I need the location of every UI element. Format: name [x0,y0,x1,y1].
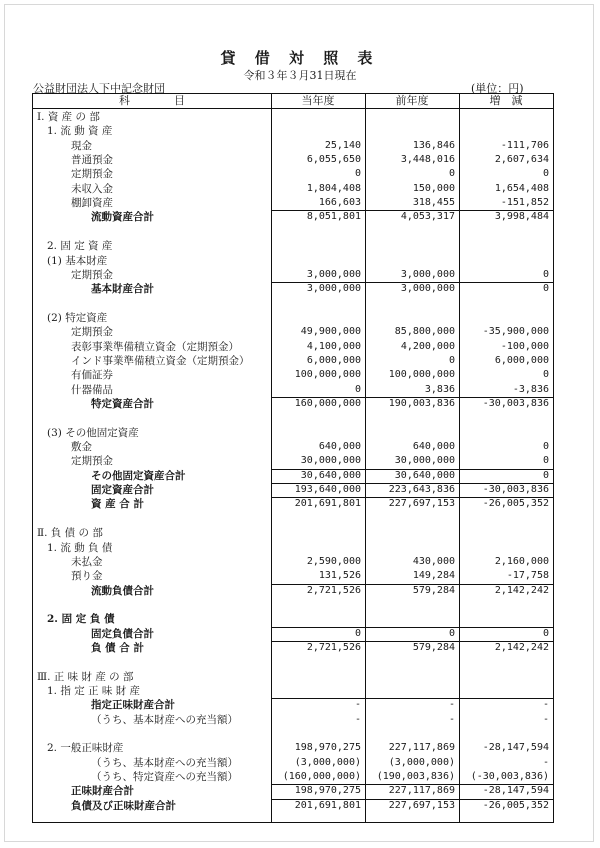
table-row [33,627,553,641]
table-row [33,225,553,239]
row-change-value: 0 [542,268,549,280]
row-label: 流動資産合計 [91,211,154,224]
row-previous-value: 430,000 [412,555,455,567]
table-row [33,526,553,540]
row-label: 定期預金 [71,268,113,281]
table-row [33,784,553,798]
row-label: 流動負債合計 [91,584,154,597]
unit-label: (単位：円) [471,82,524,95]
subtotal-rule [271,784,553,785]
row-current-value: - [354,713,361,725]
table-row [33,655,553,669]
row-current-value: 2,721,526 [306,641,361,653]
row-current-value: (3,000,000) [294,756,361,768]
row-previous-value: 318,455 [412,197,455,209]
row-previous-value: 149,284 [412,570,455,582]
row-change-value: -30,003,836 [482,398,549,409]
row-change-value: -151,852 [500,197,549,209]
row-current-value: 6,055,650 [306,154,361,166]
row-change-value: 0 [542,627,549,639]
table-row [33,555,553,569]
row-change-value: -17,758 [506,570,549,582]
row-previous-value: (190,003,836) [376,771,455,783]
row-current-value: (160,000,000) [282,771,361,783]
balance-sheet-table [32,93,554,823]
row-previous-value: 136,846 [412,139,455,151]
row-change-value: (-30,003,836) [470,771,549,783]
row-label: 現金 [71,139,92,152]
row-change-value: 0 [542,168,549,180]
header-current: 当年度 [301,94,335,107]
row-change-value: -26,005,352 [482,799,549,811]
row-label: 負債及び正味財産合計 [71,799,176,812]
row-change-value: -3,836 [512,383,549,395]
row-label: Ⅱ. 負 債 の 部 [37,527,103,540]
row-change-value: 2,607,634 [494,154,549,166]
row-change-value: 6,000,000 [494,354,549,366]
row-change-value: 2,142,242 [494,584,549,596]
row-previous-value: 579,284 [412,584,455,596]
row-change-value: - [542,699,549,711]
subtotal-rule [271,483,553,484]
row-label: 1. 指 定 正 味 財 産 [47,685,141,697]
row-change-value: 0 [542,469,549,481]
table-row [33,340,553,354]
row-change-value: 0 [542,369,549,381]
row-previous-value: 640,000 [412,441,455,453]
table-row [33,612,553,626]
row-label: (2) 特定資産 [47,311,108,324]
table-row [33,368,553,382]
table-row [33,713,553,727]
row-current-value: 201,691,801 [294,799,361,811]
table-row [33,196,553,210]
row-current-value: 3,000,000 [306,283,361,295]
row-label: Ⅲ. 正 味 財 産 の 部 [37,670,134,683]
row-label: 定期預金 [71,168,113,181]
row-change-value: -28,147,594 [482,742,549,754]
row-label: 敷金 [71,441,92,454]
table-row [33,641,553,655]
subtotal-rule [271,282,553,283]
row-current-value: 8,051,801 [306,211,361,223]
row-label: （うち、特定資産への充当額） [91,771,238,784]
row-previous-value: 85,800,000 [394,326,455,338]
table-row [33,454,553,468]
row-previous-value: 0 [448,354,455,366]
table-row [33,239,553,253]
row-previous-value: 3,000,000 [400,283,455,295]
table-row [33,124,553,138]
row-previous-value: 3,836 [424,383,455,395]
row-label: 什器備品 [71,383,113,396]
row-previous-value: 30,000,000 [394,455,455,467]
row-label: 2. 固 定 資 産 [47,240,113,253]
page-title: 貸 借 対 照 表 [220,49,380,67]
header-previous: 前年度 [395,94,429,107]
row-current-value: 2,590,000 [306,555,361,567]
row-current-value: 0 [354,383,361,395]
row-previous-value: 4,200,000 [400,340,455,352]
table-row [33,598,553,612]
subtotal-rule [271,799,553,800]
table-row [33,297,553,311]
table-row [33,497,553,511]
row-change-value: -30,003,836 [482,484,549,496]
table-header [33,94,553,109]
table-row [33,469,553,483]
table-row [33,110,553,124]
row-previous-value: 4,053,317 [400,211,455,223]
row-change-value: 2,160,000 [494,555,549,567]
table-row [33,569,553,583]
subtotal-rule [271,698,553,699]
row-label: 特定資産合計 [91,398,154,410]
subtotal-rule [271,641,553,642]
table-row [33,670,553,684]
row-change-value: - [542,756,549,768]
row-change-value: 0 [542,441,549,453]
row-current-value: 2,721,526 [306,584,361,596]
row-current-value: 640,000 [318,441,361,453]
row-previous-value: 30,640,000 [394,469,455,481]
subtotal-rule [271,627,553,628]
row-change-value: -28,147,594 [482,785,549,797]
row-change-value: 3,998,484 [494,211,549,223]
organization-name: 公益財団法人下中記念財団 [33,82,165,95]
subtotal-rule [271,397,553,398]
table-row [33,741,553,755]
row-current-value: 30,000,000 [300,455,361,467]
row-current-value: 4,100,000 [306,340,361,352]
row-label: 2. 固 定 負 債 [47,613,115,626]
row-previous-value: 0 [448,627,455,639]
row-change-value: 0 [542,455,549,467]
row-previous-value: 3,448,016 [400,154,455,166]
table-row [33,182,553,196]
row-label: 有価証券 [71,369,113,382]
table-row [33,167,553,181]
table-row [33,426,553,440]
row-change-value: -111,706 [500,139,549,151]
table-row [33,354,553,368]
row-previous-value: 100,000,000 [388,369,455,381]
table-row [33,440,553,454]
table-row [33,584,553,598]
row-previous-value: 223,643,836 [388,484,455,496]
row-current-value: 0 [354,168,361,180]
row-label: 表彰事業準備積立資金（定期預金） [71,340,239,353]
row-previous-value: 0 [448,168,455,180]
report-date: 令和３年３月31日現在 [243,69,357,82]
row-current-value: 49,900,000 [300,326,361,338]
table-row [33,282,553,296]
row-label: （うち、基本財産への充当額） [91,713,238,726]
row-label: インド事業準備積立資金（定期預金） [71,354,250,367]
table-row [33,311,553,325]
row-label: 1. 流 動 負 債 [47,541,113,554]
subtotal-rule [271,469,553,470]
row-change-value: 1,654,408 [494,182,549,194]
row-previous-value: 190,003,836 [388,398,455,409]
table-row [33,383,553,397]
row-label: (3) その他固定資産 [47,426,139,439]
row-current-value: 1,804,408 [306,182,361,194]
row-current-value: 25,140 [324,139,361,151]
table-row [33,210,553,224]
row-current-value: 160,000,000 [294,398,361,409]
table-row [33,727,553,741]
table-row [33,153,553,167]
row-previous-value: 227,697,153 [388,799,455,811]
header-change: 増 減 [489,94,523,107]
row-current-value: 198,970,275 [294,785,361,797]
row-label: その他固定資産合計 [91,469,186,482]
row-current-value: 201,691,801 [294,498,361,510]
row-label: 預り金 [71,570,103,583]
row-label: 定期預金 [71,326,113,339]
row-label: 資 産 合 計 [91,498,144,511]
row-label: 未払金 [71,555,103,568]
row-label: 2. 一般正味財産 [47,742,124,755]
table-row [33,139,553,153]
table-row [33,483,553,497]
row-label: 1. 流 動 資 産 [47,125,113,138]
row-previous-value: 227,117,869 [388,742,455,754]
table-row [33,397,553,411]
row-previous-value: - [448,699,455,711]
table-row [33,325,553,339]
table-row [33,770,553,784]
table-row [33,799,553,813]
row-change-value: 0 [542,283,549,295]
table-row [33,254,553,268]
row-change-value: -35,900,000 [482,326,549,338]
row-current-value: 100,000,000 [294,369,361,381]
row-current-value: - [354,699,361,711]
row-current-value: 198,970,275 [294,742,361,754]
row-label: 棚卸資産 [71,197,113,210]
row-previous-value: 227,117,869 [388,785,455,797]
table-row [33,541,553,555]
row-previous-value: (3,000,000) [388,756,455,768]
table-row [33,411,553,425]
row-label: 固定資産合計 [91,484,154,497]
row-previous-value: 227,697,153 [388,498,455,510]
row-change-value: -26,005,352 [482,498,549,510]
row-change-value: 2,142,242 [494,641,549,653]
row-label: 固定負債合計 [91,627,154,640]
row-label: 負 債 合 計 [91,641,144,654]
row-label: 普通預金 [71,154,113,167]
row-label: 正味財産合計 [71,785,134,798]
row-label: (1) 基本財産 [47,254,108,267]
row-label: 基本財産合計 [91,283,154,296]
row-current-value: 3,000,000 [306,268,361,280]
row-label: 定期預金 [71,455,113,468]
row-current-value: 0 [354,627,361,639]
row-current-value: 131,526 [318,570,361,582]
header-item: 科 目 [119,94,185,107]
row-current-value: 166,603 [318,197,361,209]
row-label: Ⅰ. 資 産 の 部 [37,111,100,123]
table-row [33,268,553,282]
subtotal-rule [271,584,553,585]
row-label: 未収入金 [71,182,113,195]
row-previous-value: - [448,713,455,725]
row-change-value: - [542,713,549,725]
table-row [33,512,553,526]
row-label: 指定正味財産合計 [91,699,175,712]
row-previous-value: 579,284 [412,641,455,653]
row-label: （うち、基本財産への充当額） [91,756,238,769]
row-current-value: 193,640,000 [294,484,361,496]
row-previous-value: 150,000 [412,182,455,194]
row-previous-value: 3,000,000 [400,268,455,280]
subtotal-rule [271,210,553,211]
table-row [33,698,553,712]
row-change-value: -100,000 [500,340,549,352]
row-current-value: 30,640,000 [300,469,361,481]
row-current-value: 6,000,000 [306,354,361,366]
table-row [33,756,553,770]
table-row [33,684,553,698]
subtotal-rule [271,497,553,498]
